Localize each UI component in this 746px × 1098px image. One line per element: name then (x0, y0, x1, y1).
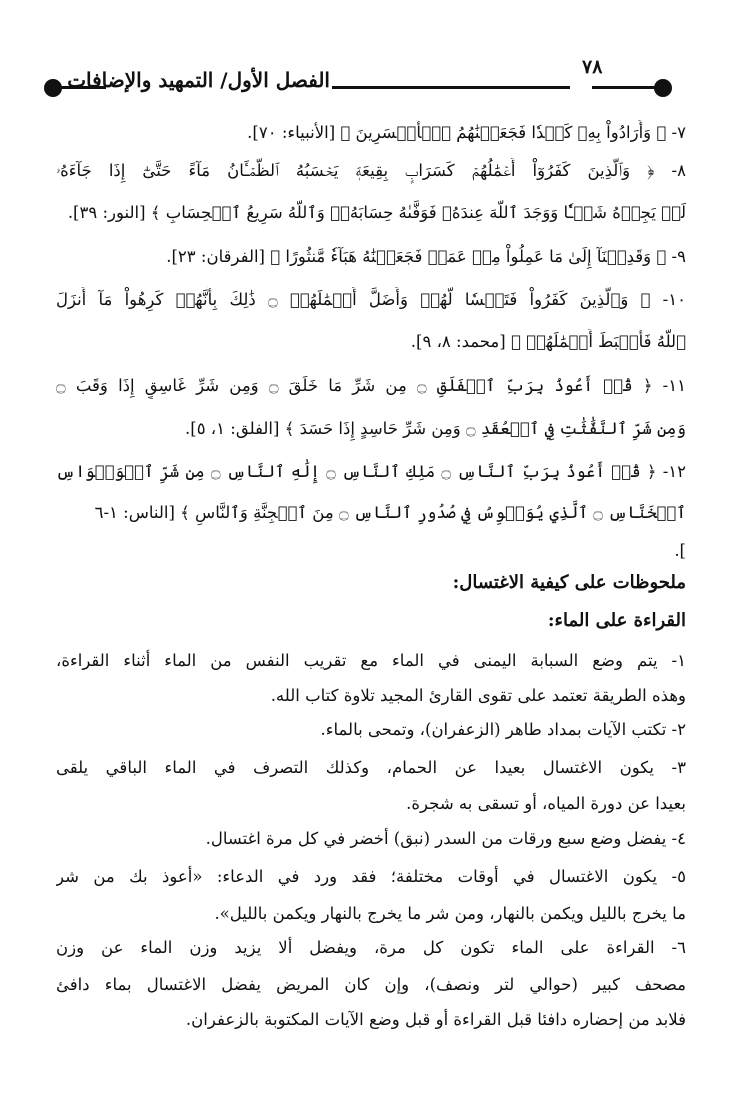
verse-12-line-2: ٱلۡخَنَّاسِ ۝ ٱلَّذِي يُوَسۡوِسُ فِي صُدُورِ ٱلنَّاسِ ۝ مِنَ ٱلۡجِنَّةِ وَٱلنَّاسِ ﴾ [الناس: ١-٦ (94, 503, 686, 522)
page-header (40, 56, 670, 106)
note-6-line-1: ٦- القراءة على الماء تكون كل مرة، ويفضل ألا يزيد وزن الماء عن وزن (56, 938, 686, 957)
verse-12-line-1: ١٢- ﴿ قُلۡ أَعُوذُ بِرَبِّ ٱلنَّاسِ ۝ مَلِكِ ٱلنَّاسِ ۝ إِلَٰهِ ٱلنَّاسِ ۝ مِن شَرِّ ٱلۡوَسۡوَاسِ (56, 462, 686, 481)
note-5-line-2: ما يخرج بالليل ويكمن بالنهار، ومن شر ما يخرج بالنهار ويكمن بالليل». (214, 904, 686, 923)
verse-10-line-1: ١٠- ﴿ وَٱلَّذِينَ كَفَرُواْ فَتَعۡسٗا لَّهُمۡ وَأَضَلَّ أَعۡمَٰلَهُمۡ ۝ ذَٰلِكَ بِأَنَّهُمۡ كَرِهُواْ مَآ أَنزَلَ (56, 290, 686, 309)
note-3-line-1: ٣- يكون الاغتسال بعيدا عن الحمام، وكذلك التصرف في الماء الباقي يلقى (56, 758, 686, 777)
note-3-line-2: بعيدا عن دورة المياه، أو تسقى به شجرة. (406, 794, 686, 813)
verse-8-line-1: ٨- ﴿ وَٱلَّذِينَ كَفَرُوٓاْ أَعۡمَٰلُهُمۡ كَسَرَابِۭ بِقِيعَةٖ يَحۡسَبُهُ ٱلظَّمۡـَٔانُ مَآءً حَتَّىٰٓ إِذَا جَآءَهُۥ (56, 161, 686, 180)
section-heading: ملحوظات على كيفية الاغتسال: (452, 572, 686, 593)
ornament-dot-right (654, 79, 672, 97)
note-4: ٤- يفضل وضع سبع ورقات من السدر (نبق) أخضر في كل مرة اغتسال. (205, 829, 686, 848)
header-rule-right (592, 86, 658, 89)
verse-11-line-1: ١١- ﴿ قُلۡ أَعُوذُ بِرَبِّ ٱلۡفَلَقِ ۝ مِن شَرِّ مَا خَلَقَ ۝ وَمِن شَرِّ غَاسِقٍ إِذَا وَقَبَ ۝ (56, 376, 686, 395)
verse-12-line-3: ]. (674, 541, 686, 560)
note-2: ٢- تكتب الآيات بمداد طاهر (الزعفران)، وتمحى بالماء. (320, 720, 686, 739)
page-number: ٧٨ (582, 56, 603, 78)
note-1-line-1: ١- يتم وضع السبابة اليمنى في الماء مع تقريب النفس من الماء أثناء القراءة، (56, 651, 686, 670)
verse-11-line-2: وَمِن شَرِّ ٱلنَّفَّٰثَٰتِ فِي ٱلۡعُقَدِ ۝ وَمِن شَرِّ حَاسِدٍ إِذَا حَسَدَ ﴾ [الفلق: ١، ٥]. (185, 419, 686, 438)
header-rule-middle (332, 86, 570, 89)
chapter-title: الفصل الأول/ التمهيد والإضافات (67, 68, 330, 92)
note-6-line-2: مصحف كبير (حوالي لتر ونصف)، وإن كان المريض يفضل الاغتسال بماء دافئ (56, 975, 686, 994)
note-5-line-1: ٥- يكون الاغتسال في أوقات مختلفة؛ فقد ورد في الدعاء: «أعوذ بك من شر (56, 867, 686, 886)
verse-10-line-2: ٱللَّهُ فَأَحۡبَطَ أَعۡمَٰلَهُمۡ ﴾ [محمد: ٨، ٩]. (410, 332, 686, 351)
subsection-heading: القراءة على الماء: (547, 610, 686, 631)
note-6-line-3: فلابد من إحضاره دافئا قبل القراءة أو قبل وضع الآيات المكتوبة بالزعفران. (185, 1010, 686, 1029)
verse-7: ٧- ﴿ وَأَرَادُواْ بِهِۦ كَيۡدٗا فَجَعَلۡنَٰهُمُ ٱلۡأَخۡسَرِينَ ﴾ [الأنبياء: ٧٠]. (247, 123, 686, 142)
verse-9: ٩- ﴿ وَقَدِمۡنَآ إِلَىٰ مَا عَمِلُواْ مِنۡ عَمَلٖ فَجَعَلۡنَٰهُ هَبَآءٗ مَّنثُورًا ﴾ [الفرقان: ٢٣]. (166, 247, 686, 266)
verse-8-line-2: لَمۡ يَجِدۡهُ شَيۡـٔٗا وَوَجَدَ ٱللَّهَ عِندَهُۥ فَوَفَّىٰهُ حِسَابَهُۥۗ وَٱللَّهُ سَرِيعُ ٱلۡحِسَابِ ﴾ [النور: ٣٩]. (67, 203, 686, 222)
note-1-line-2: وهذه الطريقة تعتمد على تقوى القارئ المجيد تلاوة كتاب الله. (270, 686, 686, 705)
